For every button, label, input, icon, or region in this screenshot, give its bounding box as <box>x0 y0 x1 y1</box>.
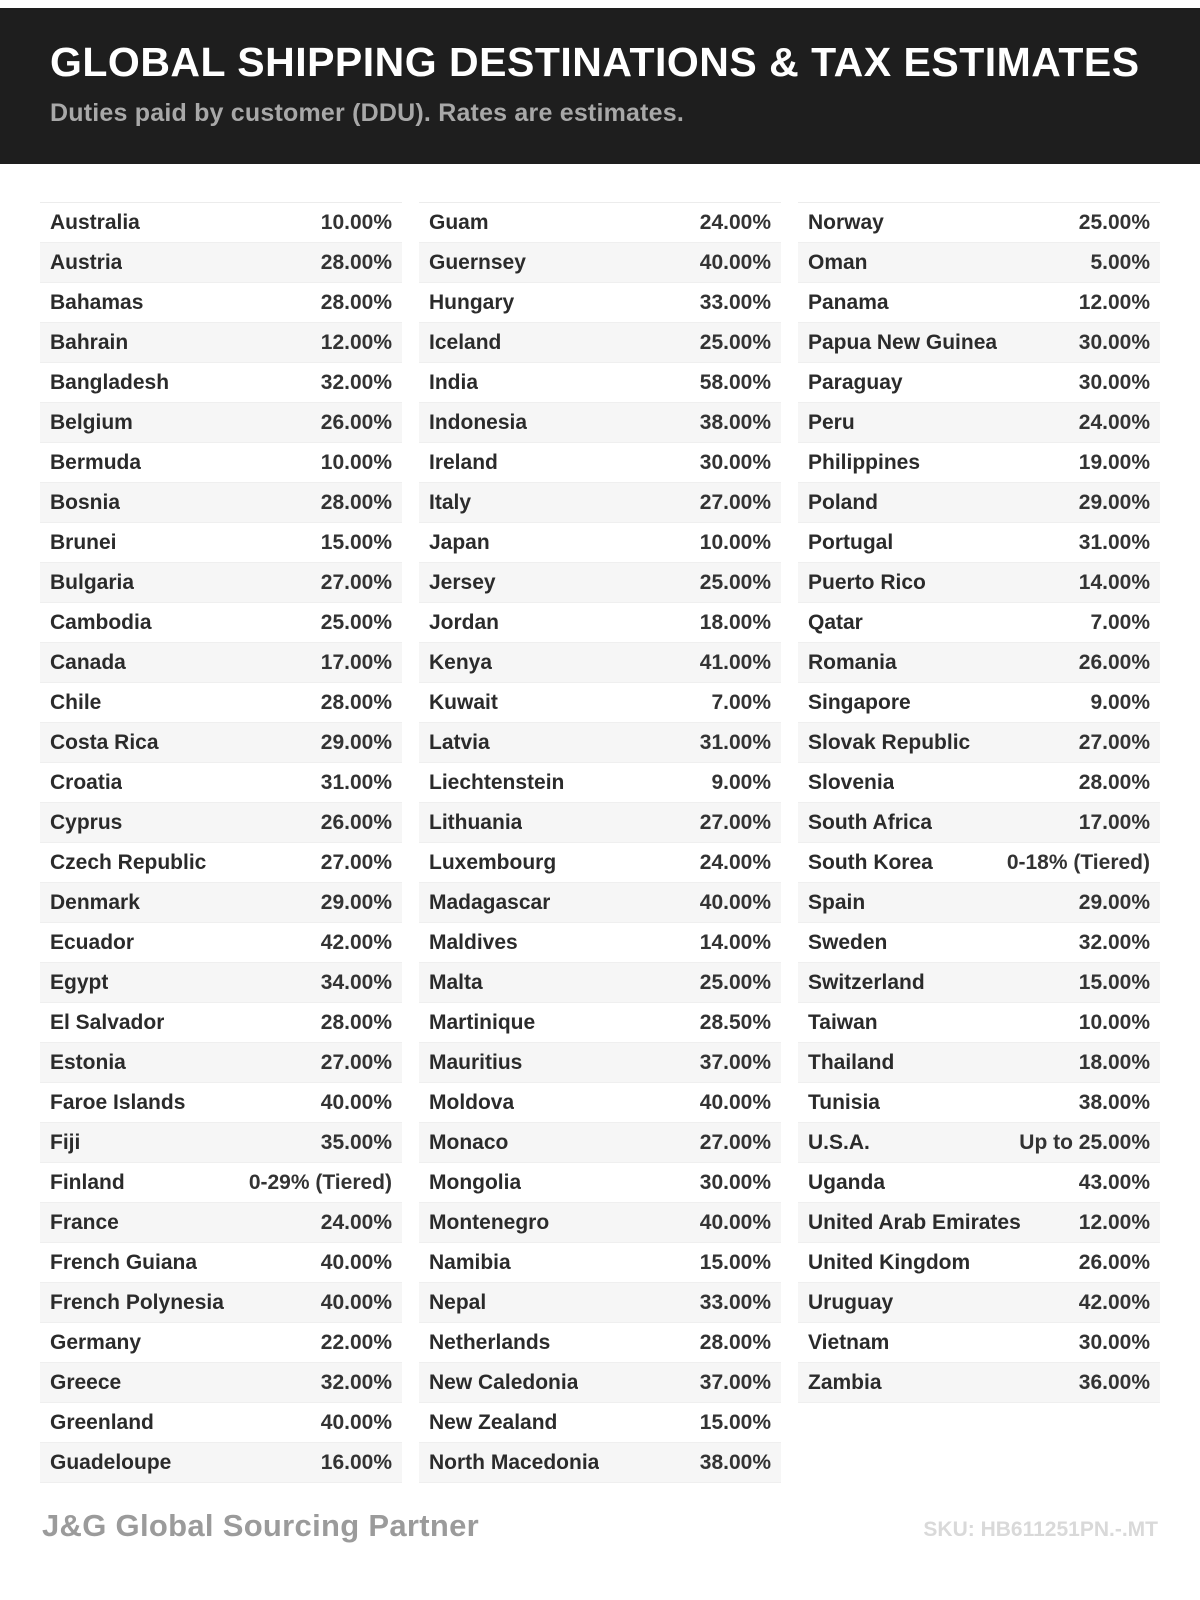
rate-row <box>40 1243 402 1283</box>
rate-row <box>419 243 781 283</box>
tax-rate: 10.00% <box>320 450 392 474</box>
tax-rate: 27.00% <box>320 570 392 594</box>
country-name: Monaco <box>429 1130 509 1154</box>
tax-rate: 28.00% <box>1078 770 1150 794</box>
rate-row <box>419 763 781 803</box>
tax-rate: 40.00% <box>699 1090 771 1114</box>
country-name: Qatar <box>808 610 863 634</box>
country-name: Hungary <box>429 290 515 314</box>
sku-label: SKU: HB611251PN.-.MT <box>923 1518 1158 1541</box>
tax-rate: 27.00% <box>1078 730 1150 754</box>
country-name: New Caledonia <box>429 1370 579 1394</box>
country-name: El Salvador <box>50 1010 165 1034</box>
country-name: Japan <box>429 530 490 554</box>
rate-row <box>40 1323 402 1363</box>
tax-rate: 31.00% <box>1078 530 1150 554</box>
rate-row <box>419 923 781 963</box>
rate-row <box>40 563 402 603</box>
tax-rate: 18.00% <box>1078 1050 1150 1074</box>
country-name: Bangladesh <box>50 370 170 394</box>
rate-row <box>40 483 402 523</box>
rate-row <box>798 803 1160 843</box>
country-name: Uruguay <box>808 1290 894 1314</box>
country-name: Slovak Republic <box>808 730 971 754</box>
rate-row <box>798 1363 1160 1403</box>
tax-rate: 24.00% <box>699 850 771 874</box>
rate-row <box>40 643 402 683</box>
tax-rate: 33.00% <box>699 290 771 314</box>
tax-rate: 28.00% <box>320 250 392 274</box>
tax-rate: 14.00% <box>699 930 771 954</box>
rate-row <box>419 523 781 563</box>
rate-row <box>40 1403 402 1443</box>
tax-rate: 25.00% <box>699 570 771 594</box>
tax-rate: 28.00% <box>320 290 392 314</box>
rate-row <box>798 1243 1160 1283</box>
rate-row <box>419 603 781 643</box>
tax-rate: 38.00% <box>699 410 771 434</box>
rate-row <box>419 203 781 243</box>
country-name: Maldives <box>429 930 518 954</box>
country-name: India <box>429 370 479 394</box>
country-name: Bulgaria <box>50 570 135 594</box>
tax-rate: 9.00% <box>1090 690 1150 714</box>
tax-rate: 0-29% (Tiered) <box>248 1170 392 1194</box>
country-name: Nepal <box>429 1290 487 1314</box>
tax-rate: 33.00% <box>699 1290 771 1314</box>
tax-rate: 35.00% <box>320 1130 392 1154</box>
tax-rate: 37.00% <box>699 1370 771 1394</box>
country-name: Guadeloupe <box>50 1450 172 1474</box>
rate-row <box>419 1323 781 1363</box>
tax-rate: 43.00% <box>1078 1170 1150 1194</box>
tax-rate: 14.00% <box>1078 570 1150 594</box>
country-name: Portugal <box>808 530 894 554</box>
rate-row <box>40 963 402 1003</box>
tax-rate: 36.00% <box>1078 1370 1150 1394</box>
country-name: Romania <box>808 650 897 674</box>
country-name: North Macedonia <box>429 1450 600 1474</box>
tax-rate: 27.00% <box>320 1050 392 1074</box>
rate-row <box>40 283 402 323</box>
rate-row <box>798 243 1160 283</box>
country-name: Philippines <box>808 450 921 474</box>
rate-row <box>419 1243 781 1283</box>
country-name: Denmark <box>50 890 140 914</box>
rate-row <box>40 1363 402 1403</box>
tax-rate: 32.00% <box>1078 930 1150 954</box>
country-name: Malta <box>429 970 483 994</box>
country-name: Bahamas <box>50 290 144 314</box>
country-name: Latvia <box>429 730 490 754</box>
tax-rate: 27.00% <box>320 850 392 874</box>
tax-rate: 58.00% <box>699 370 771 394</box>
country-name: Puerto Rico <box>808 570 926 594</box>
country-name: Singapore <box>808 690 911 714</box>
tax-rate: 26.00% <box>1078 1250 1150 1274</box>
country-name: Guam <box>429 210 489 234</box>
tax-rate: 24.00% <box>1078 410 1150 434</box>
rate-row <box>40 363 402 403</box>
rate-row <box>40 683 402 723</box>
country-name: Papua New Guinea <box>808 330 998 354</box>
rate-row <box>40 923 402 963</box>
tax-rate: 26.00% <box>1078 650 1150 674</box>
rate-row <box>419 963 781 1003</box>
country-name: French Guiana <box>50 1250 198 1274</box>
country-name: Greece <box>50 1370 122 1394</box>
rate-row <box>419 483 781 523</box>
country-name: Lithuania <box>429 810 523 834</box>
country-name: Zambia <box>808 1370 882 1394</box>
country-name: Estonia <box>50 1050 126 1074</box>
footer <box>0 1508 1200 1544</box>
tax-rate: 40.00% <box>320 1290 392 1314</box>
country-name: French Polynesia <box>50 1290 224 1314</box>
tax-rate: 10.00% <box>699 530 771 554</box>
tax-rate: 24.00% <box>699 210 771 234</box>
rate-row <box>40 603 402 643</box>
rate-row <box>40 1283 402 1323</box>
page-subtitle: Duties paid by customer (DDU). Rates are estimates. <box>50 99 685 128</box>
country-name: Jordan <box>429 610 500 634</box>
rate-row <box>40 203 402 243</box>
header-banner <box>0 8 1200 164</box>
country-name: Norway <box>808 210 884 234</box>
rate-row <box>40 323 402 363</box>
country-name: United Kingdom <box>808 1250 971 1274</box>
tax-rate: 24.00% <box>320 1210 392 1234</box>
rate-row <box>40 803 402 843</box>
country-name: Kenya <box>429 650 493 674</box>
tax-rate: 40.00% <box>699 890 771 914</box>
tax-rate: 31.00% <box>320 770 392 794</box>
country-name: Panama <box>808 290 889 314</box>
country-name: Ecuador <box>50 930 135 954</box>
rate-row <box>40 843 402 883</box>
rate-row <box>798 483 1160 523</box>
rate-row <box>798 1323 1160 1363</box>
rate-row <box>40 1003 402 1043</box>
rate-row <box>40 1163 402 1203</box>
country-name: South Africa <box>808 810 933 834</box>
rate-row <box>798 1083 1160 1123</box>
tax-rate: 10.00% <box>1078 1010 1150 1034</box>
rate-row <box>40 883 402 923</box>
country-name: Switzerland <box>808 970 925 994</box>
tax-rate: 26.00% <box>320 410 392 434</box>
rate-row <box>419 1163 781 1203</box>
country-name: Finland <box>50 1170 125 1194</box>
rate-row <box>798 1283 1160 1323</box>
rate-row <box>40 1443 402 1483</box>
rate-row <box>798 403 1160 443</box>
country-name: Egypt <box>50 970 109 994</box>
country-name: Croatia <box>50 770 123 794</box>
rate-row <box>798 1123 1160 1163</box>
rate-row <box>40 243 402 283</box>
rate-row <box>419 443 781 483</box>
tax-rate: 18.00% <box>699 610 771 634</box>
country-name: Mongolia <box>429 1170 522 1194</box>
country-name: Indonesia <box>429 410 528 434</box>
country-name: Italy <box>429 490 472 514</box>
tax-rate: 29.00% <box>320 730 392 754</box>
country-name: Faroe Islands <box>50 1090 186 1114</box>
tax-rate: 38.00% <box>1078 1090 1150 1114</box>
tax-rate: 7.00% <box>711 690 771 714</box>
country-name: United Arab Emirates <box>808 1210 1021 1234</box>
rate-row <box>798 643 1160 683</box>
rate-row <box>419 1403 781 1443</box>
rate-row <box>40 403 402 443</box>
tax-rate: 30.00% <box>1078 330 1150 354</box>
rate-row <box>419 563 781 603</box>
rate-row <box>798 1003 1160 1043</box>
tax-rate: 26.00% <box>320 810 392 834</box>
tax-rate: 10.00% <box>320 210 392 234</box>
tax-rate: 32.00% <box>320 1370 392 1394</box>
country-name: Mauritius <box>429 1050 523 1074</box>
rate-row <box>798 363 1160 403</box>
country-name: Greenland <box>50 1410 154 1434</box>
country-name: Madagascar <box>429 890 551 914</box>
tax-rate: 31.00% <box>699 730 771 754</box>
country-name: Chile <box>50 690 102 714</box>
country-name: Iceland <box>429 330 502 354</box>
tax-rate: 15.00% <box>699 1250 771 1274</box>
rate-row <box>798 763 1160 803</box>
tax-rate: 22.00% <box>320 1330 392 1354</box>
country-name: Slovenia <box>808 770 895 794</box>
tax-rate: 28.00% <box>320 690 392 714</box>
rate-row <box>798 683 1160 723</box>
tax-rate: 25.00% <box>1078 210 1150 234</box>
tax-rate: 30.00% <box>1078 370 1150 394</box>
rate-row <box>40 723 402 763</box>
rate-row <box>419 1443 781 1483</box>
rate-row <box>419 643 781 683</box>
tax-rate: 40.00% <box>699 250 771 274</box>
rate-row <box>40 1123 402 1163</box>
tax-rate: 42.00% <box>1078 1290 1150 1314</box>
tax-rate: 28.00% <box>320 1010 392 1034</box>
rate-row <box>419 1363 781 1403</box>
tax-rate: 0-18% (Tiered) <box>1006 850 1150 874</box>
country-name: Bahrain <box>50 330 129 354</box>
rate-row <box>419 723 781 763</box>
rates-column-3 <box>798 202 1160 1403</box>
country-name: Bermuda <box>50 450 142 474</box>
country-name: Australia <box>50 210 140 234</box>
tax-rate: 42.00% <box>320 930 392 954</box>
rate-row <box>798 843 1160 883</box>
country-name: Namibia <box>429 1250 511 1274</box>
rate-row <box>419 1123 781 1163</box>
rate-row <box>419 363 781 403</box>
tax-rate: 28.00% <box>320 490 392 514</box>
country-name: Montenegro <box>429 1210 550 1234</box>
tax-rate: 32.00% <box>320 370 392 394</box>
rate-row <box>419 1003 781 1043</box>
country-name: Austria <box>50 250 123 274</box>
country-name: Poland <box>808 490 879 514</box>
rate-row <box>419 403 781 443</box>
country-name: Liechtenstein <box>429 770 565 794</box>
tax-rate: 29.00% <box>1078 490 1150 514</box>
rate-row <box>798 1203 1160 1243</box>
rate-row <box>419 803 781 843</box>
country-name: Paraguay <box>808 370 903 394</box>
tax-rate: 15.00% <box>699 1410 771 1434</box>
country-name: Canada <box>50 650 126 674</box>
rate-row <box>798 1163 1160 1203</box>
country-name: Peru <box>808 410 855 434</box>
rate-row <box>419 843 781 883</box>
brand-name: J&G Global Sourcing Partner <box>42 1508 480 1543</box>
rate-row <box>40 1203 402 1243</box>
rates-grid <box>0 164 1200 1483</box>
tax-rate: 25.00% <box>320 610 392 634</box>
rate-row <box>419 283 781 323</box>
rate-row <box>798 603 1160 643</box>
country-name: Martinique <box>429 1010 536 1034</box>
country-name: Czech Republic <box>50 850 207 874</box>
tax-rate: 29.00% <box>320 890 392 914</box>
rate-row <box>419 1083 781 1123</box>
tax-rate: 5.00% <box>1090 250 1150 274</box>
tax-rate: 40.00% <box>320 1250 392 1274</box>
rate-row <box>40 1043 402 1083</box>
country-name: New Zealand <box>429 1410 558 1434</box>
country-name: Jersey <box>429 570 496 594</box>
tax-rate: 37.00% <box>699 1050 771 1074</box>
rate-row <box>419 1043 781 1083</box>
country-name: Cyprus <box>50 810 123 834</box>
tax-rate: 19.00% <box>1078 450 1150 474</box>
country-name: South Korea <box>808 850 933 874</box>
country-name: France <box>50 1210 119 1234</box>
tax-rate: 9.00% <box>711 770 771 794</box>
tax-rate: 40.00% <box>320 1090 392 1114</box>
tax-rate: 27.00% <box>699 490 771 514</box>
country-name: Uganda <box>808 1170 886 1194</box>
rate-row <box>798 323 1160 363</box>
rate-row <box>798 443 1160 483</box>
tax-rate: 28.00% <box>699 1330 771 1354</box>
tax-rate: 34.00% <box>320 970 392 994</box>
tax-rate: 29.00% <box>1078 890 1150 914</box>
country-name: Vietnam <box>808 1330 890 1354</box>
tax-rate: 40.00% <box>320 1410 392 1434</box>
tax-rate: 7.00% <box>1090 610 1150 634</box>
tax-rate: 17.00% <box>1078 810 1150 834</box>
rate-row <box>40 523 402 563</box>
country-name: Luxembourg <box>429 850 557 874</box>
tax-rate: 12.00% <box>1078 1210 1150 1234</box>
tax-rate: 17.00% <box>320 650 392 674</box>
tax-rate: 28.50% <box>699 1010 771 1034</box>
rate-row <box>419 1203 781 1243</box>
country-name: Costa Rica <box>50 730 159 754</box>
tax-rate: 25.00% <box>699 970 771 994</box>
country-name: Moldova <box>429 1090 515 1114</box>
tax-rate: 25.00% <box>699 330 771 354</box>
country-name: Taiwan <box>808 1010 878 1034</box>
tax-rate: 15.00% <box>320 530 392 554</box>
tax-rate: 30.00% <box>1078 1330 1150 1354</box>
rate-row <box>40 763 402 803</box>
rate-row <box>419 323 781 363</box>
country-name: Germany <box>50 1330 142 1354</box>
page-title: GLOBAL SHIPPING DESTINATIONS & TAX ESTIMATES <box>50 39 1140 85</box>
country-name: Cambodia <box>50 610 152 634</box>
rate-row <box>40 443 402 483</box>
country-name: Bosnia <box>50 490 121 514</box>
country-name: Thailand <box>808 1050 895 1074</box>
tax-rate: 38.00% <box>699 1450 771 1474</box>
tax-rate: 40.00% <box>699 1210 771 1234</box>
tax-rate: 27.00% <box>699 1130 771 1154</box>
tax-rate: 30.00% <box>699 450 771 474</box>
rate-row <box>798 283 1160 323</box>
tax-rate: 30.00% <box>699 1170 771 1194</box>
country-name: Netherlands <box>429 1330 551 1354</box>
tax-rate: Up to 25.00% <box>1019 1130 1150 1154</box>
rate-row <box>798 523 1160 563</box>
rate-row <box>798 203 1160 243</box>
tax-rate: 12.00% <box>320 330 392 354</box>
rate-row <box>798 963 1160 1003</box>
country-name: Guernsey <box>429 250 526 274</box>
country-name: Spain <box>808 890 866 914</box>
rates-column-2 <box>419 202 781 1483</box>
country-name: Belgium <box>50 410 133 434</box>
country-name: U.S.A. <box>808 1130 870 1154</box>
rate-row <box>419 1283 781 1323</box>
rate-row <box>419 883 781 923</box>
country-name: Sweden <box>808 930 888 954</box>
country-name: Tunisia <box>808 1090 880 1114</box>
tax-rate: 16.00% <box>320 1450 392 1474</box>
country-name: Oman <box>808 250 868 274</box>
country-name: Fiji <box>50 1130 81 1154</box>
tax-rate: 12.00% <box>1078 290 1150 314</box>
rate-row <box>419 683 781 723</box>
tax-rate: 27.00% <box>699 810 771 834</box>
country-name: Brunei <box>50 530 117 554</box>
rate-row <box>798 883 1160 923</box>
rate-row <box>798 563 1160 603</box>
rate-row <box>40 1083 402 1123</box>
country-name: Ireland <box>429 450 498 474</box>
rate-row <box>798 1043 1160 1083</box>
rate-row <box>798 923 1160 963</box>
country-name: Kuwait <box>429 690 498 714</box>
rate-row <box>798 723 1160 763</box>
tax-rate: 15.00% <box>1078 970 1150 994</box>
rates-column-1 <box>40 202 402 1483</box>
tax-rate: 41.00% <box>699 650 771 674</box>
